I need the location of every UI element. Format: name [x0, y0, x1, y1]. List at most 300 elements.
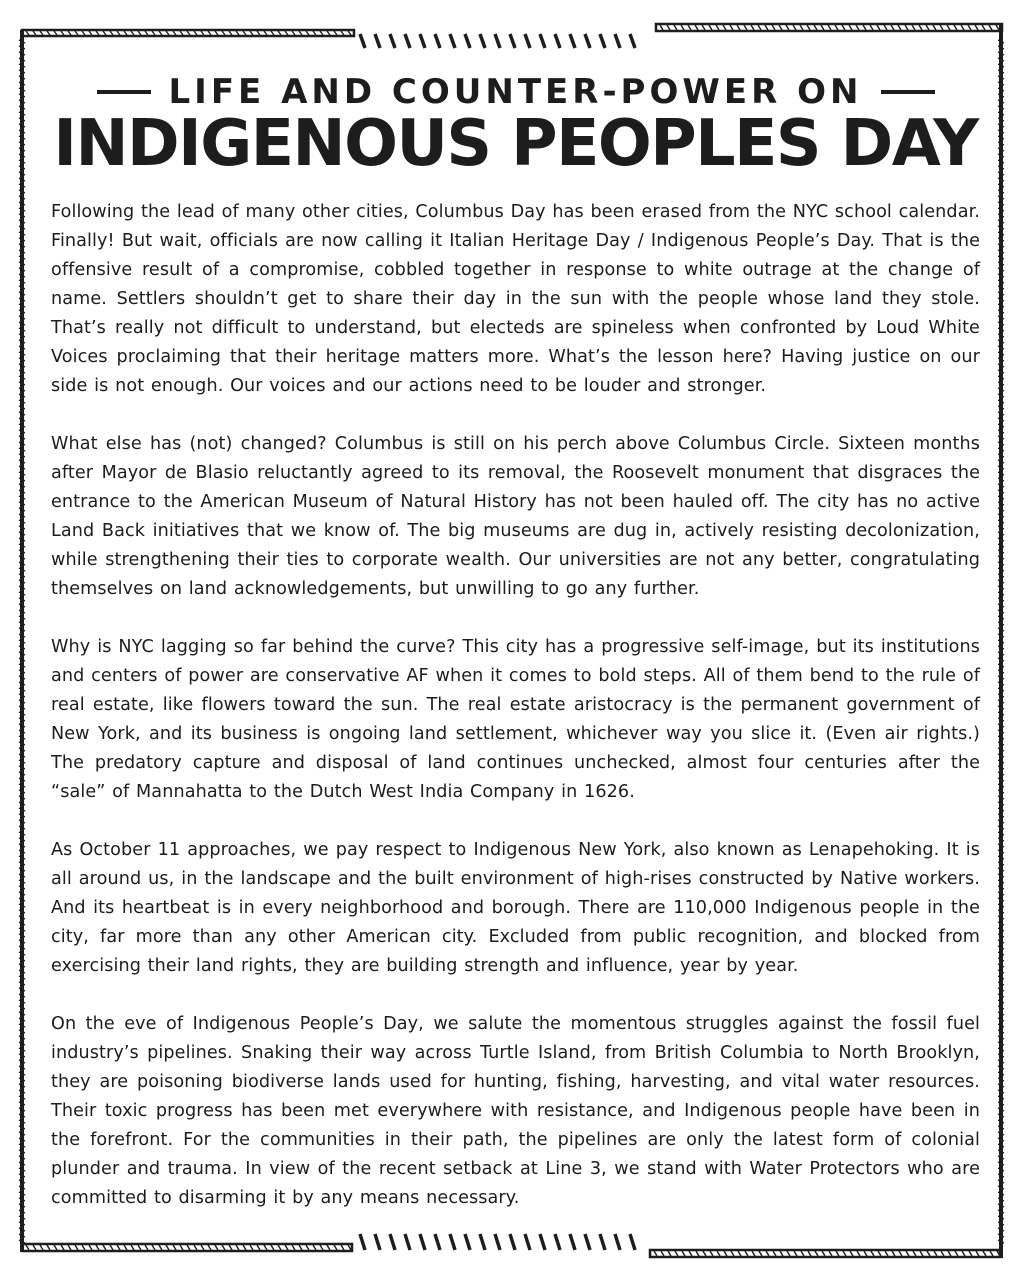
border-stroke: [19, 994, 25, 997]
border-stroke: [540, 34, 545, 48]
border-stroke: [998, 316, 1004, 319]
border-stroke: [19, 1240, 25, 1243]
border-stroke: [96, 1245, 99, 1250]
border-stroke: [341, 1245, 344, 1250]
border-stroke: [54, 31, 57, 35]
border-stroke: [26, 1245, 29, 1250]
border-stroke: [75, 31, 78, 35]
border-stroke: [998, 1222, 1004, 1225]
border-stroke: [208, 31, 211, 35]
kicker-title: LIFE AND COUNTER-POWER ON: [168, 72, 863, 112]
border-stroke: [19, 1102, 25, 1105]
border-stroke: [19, 808, 25, 811]
border-stroke: [998, 610, 1004, 613]
border-stroke: [717, 1251, 720, 1256]
border-stroke: [390, 1234, 395, 1250]
border-stroke: [180, 31, 183, 35]
border-stroke: [19, 880, 25, 883]
border-stroke: [982, 25, 985, 30]
border-stroke: [19, 1174, 25, 1177]
border-stroke: [19, 394, 25, 397]
border-stroke: [998, 196, 1004, 199]
border-stroke: [998, 424, 1004, 427]
border-stroke: [870, 25, 873, 30]
border-stroke: [948, 1251, 951, 1256]
article-body: [51, 198, 980, 1213]
border-stroke: [998, 370, 1004, 373]
border-stroke: [19, 46, 25, 49]
border-stroke: [145, 1245, 148, 1250]
border-stroke: [998, 784, 1004, 787]
border-stroke: [19, 562, 25, 565]
border-stroke: [998, 946, 1004, 949]
border-stroke: [19, 610, 25, 613]
border-stroke: [145, 31, 148, 35]
border-stroke: [19, 724, 25, 727]
border-stroke: [19, 520, 25, 523]
border-stroke: [19, 1162, 25, 1165]
border-stroke: [927, 1251, 930, 1256]
border-stroke: [19, 328, 25, 331]
border-stroke: [19, 790, 25, 793]
border-stroke: [257, 31, 260, 35]
border-stroke: [983, 1251, 986, 1256]
border-stroke: [313, 31, 316, 35]
border-stroke: [19, 910, 25, 913]
border-stroke: [871, 1251, 874, 1256]
border-stroke: [19, 646, 25, 649]
border-stroke: [996, 25, 999, 30]
border-stroke: [19, 316, 25, 319]
border-stroke: [243, 1245, 246, 1250]
border-stroke: [829, 1251, 832, 1256]
border-stroke: [731, 1251, 734, 1256]
border-stroke: [187, 1245, 190, 1250]
paragraph-5: On the eve of Indigenous People’s Day, we salute the momentous struggles against the fossil fuel industry’s pipelines. Snaking their way across Turtle Island, from British Columbia to North Brooklyn, they are poisoning biodiverse lands used for hunting, fishing, harvesting, and vital water resources. Their toxic progress has been met everywhere with resistance, and Indigenous people have been in the forefront. For the communities in their path, the pipelines are only the latest form of colonial plunder and trauma. In view of the recent setback at Line 3, we stand with Water Protectors who are committed to disarming it by any means necessary.: [51, 1014, 980, 1208]
border-stroke: [19, 364, 25, 367]
border-stroke: [955, 1251, 958, 1256]
border-stroke: [19, 1186, 25, 1189]
border-stroke: [236, 1245, 239, 1250]
border-stroke: [19, 1042, 25, 1045]
border-stroke: [998, 286, 1004, 289]
border-stroke: [555, 34, 560, 48]
border-stroke: [19, 628, 25, 631]
border-stroke: [278, 31, 281, 35]
border-stroke: [891, 25, 894, 30]
border-stroke: [19, 322, 25, 325]
border-stroke: [229, 1245, 232, 1250]
border-stroke: [82, 31, 85, 35]
border-stroke: [465, 1234, 470, 1250]
border-stroke: [998, 394, 1004, 397]
border-stroke: [998, 976, 1004, 979]
border-stroke: [998, 1132, 1004, 1135]
border-stroke: [19, 190, 25, 193]
border-stroke: [285, 31, 288, 35]
border-stroke: [989, 25, 992, 30]
border-stroke: [19, 850, 25, 853]
border-stroke: [998, 688, 1004, 691]
border-stroke: [998, 262, 1004, 265]
border-stroke: [19, 526, 25, 529]
border-stroke: [19, 184, 25, 187]
border-stroke: [773, 1251, 776, 1256]
border-stroke: [271, 1245, 274, 1250]
border-stroke: [173, 1245, 176, 1250]
border-stroke: [961, 25, 964, 30]
border-stroke: [19, 382, 25, 385]
border-stroke: [19, 508, 25, 511]
border-stroke: [998, 856, 1004, 859]
border-stroke: [998, 568, 1004, 571]
border-stroke: [998, 238, 1004, 241]
border-stroke: [19, 352, 25, 355]
border-stroke: [152, 1245, 155, 1250]
border-stroke: [998, 658, 1004, 661]
border-stroke: [998, 304, 1004, 307]
border-stroke: [19, 52, 25, 55]
border-stroke: [600, 1234, 605, 1250]
border-stroke: [19, 454, 25, 457]
border-stroke: [998, 580, 1004, 583]
border-stroke: [998, 298, 1004, 301]
border-stroke: [998, 352, 1004, 355]
border-stroke: [19, 460, 25, 463]
border-stroke: [998, 1060, 1004, 1063]
border-stroke: [998, 274, 1004, 277]
border-stroke: [19, 304, 25, 307]
border-stroke: [19, 1156, 25, 1159]
border-stroke: [998, 1066, 1004, 1069]
border-stroke: [843, 1251, 846, 1256]
border-stroke: [19, 274, 25, 277]
border-stroke: [998, 892, 1004, 895]
border-stroke: [920, 1251, 923, 1256]
border-stroke: [998, 1108, 1004, 1111]
border-stroke: [716, 25, 719, 30]
border-stroke: [857, 1251, 860, 1256]
border-stroke: [998, 1192, 1004, 1195]
border-stroke: [998, 256, 1004, 259]
border-stroke: [124, 1245, 127, 1250]
border-stroke: [19, 940, 25, 943]
border-stroke: [885, 1251, 888, 1256]
border-stroke: [19, 1228, 25, 1231]
border-stroke: [815, 1251, 818, 1256]
border-stroke: [229, 31, 232, 35]
border-stroke: [19, 424, 25, 427]
border-stroke: [998, 700, 1004, 703]
border-band: [22, 30, 354, 36]
border-stroke: [19, 688, 25, 691]
border-stroke: [19, 256, 25, 259]
border-stroke: [998, 520, 1004, 523]
border-stroke: [998, 490, 1004, 493]
border-stroke: [975, 25, 978, 30]
border-stroke: [19, 742, 25, 745]
border-stroke: [19, 280, 25, 283]
border-stroke: [19, 298, 25, 301]
border-stroke: [998, 418, 1004, 421]
border-stroke: [682, 1251, 685, 1256]
border-stroke: [807, 25, 810, 30]
border-stroke: [892, 1251, 895, 1256]
border-stroke: [998, 586, 1004, 589]
border-stroke: [933, 25, 936, 30]
border-stroke: [800, 25, 803, 30]
border-stroke: [525, 1234, 530, 1250]
border-stroke: [19, 676, 25, 679]
border-stroke: [998, 922, 1004, 925]
border-stroke: [998, 958, 1004, 961]
border-stroke: [89, 1245, 92, 1250]
border-stroke: [54, 1245, 57, 1250]
border-stroke: [19, 1090, 25, 1093]
border-stroke: [863, 25, 866, 30]
border-stroke: [19, 556, 25, 559]
border-stroke: [540, 1234, 545, 1250]
border-stroke: [19, 1018, 25, 1021]
border-stroke: [222, 31, 225, 35]
border-stroke: [19, 856, 25, 859]
border-stroke: [19, 766, 25, 769]
border-stroke: [998, 772, 1004, 775]
border-stroke: [998, 52, 1004, 55]
border-stroke: [898, 25, 901, 30]
border-stroke: [19, 706, 25, 709]
border-stroke: [285, 1245, 288, 1250]
border-stroke: [998, 634, 1004, 637]
border-stroke: [450, 34, 455, 48]
border-stroke: [222, 1245, 225, 1250]
border-stroke: [124, 31, 127, 35]
border-stroke: [19, 1138, 25, 1141]
border-stroke: [19, 478, 25, 481]
border-stroke: [19, 58, 25, 61]
border-stroke: [998, 706, 1004, 709]
border-stroke: [998, 1114, 1004, 1117]
border-stroke: [947, 25, 950, 30]
border-stroke: [998, 1042, 1004, 1045]
border-stroke: [19, 346, 25, 349]
border-stroke: [33, 1245, 36, 1250]
border-stroke: [480, 34, 485, 48]
border-stroke: [19, 694, 25, 697]
border-stroke: [201, 31, 204, 35]
border-stroke: [998, 1144, 1004, 1147]
border-stroke: [19, 1072, 25, 1075]
border-stroke: [998, 904, 1004, 907]
border-stroke: [998, 544, 1004, 547]
border-stroke: [138, 31, 141, 35]
border-stroke: [998, 862, 1004, 865]
border-stroke: [19, 586, 25, 589]
border-stroke: [19, 418, 25, 421]
border-stroke: [998, 484, 1004, 487]
border-stroke: [299, 1245, 302, 1250]
border-stroke: [695, 25, 698, 30]
border-stroke: [313, 1245, 316, 1250]
border-stroke: [899, 1251, 902, 1256]
border-stroke: [19, 832, 25, 835]
border-stroke: [998, 334, 1004, 337]
border-stroke: [998, 250, 1004, 253]
border-stroke: [26, 31, 29, 35]
border-stroke: [19, 574, 25, 577]
border-stroke: [630, 34, 635, 48]
border-stroke: [998, 1204, 1004, 1207]
border-stroke: [19, 946, 25, 949]
border-stroke: [250, 1245, 253, 1250]
border-stroke: [998, 382, 1004, 385]
border-stroke: [998, 346, 1004, 349]
border-stroke: [808, 1251, 811, 1256]
border-stroke: [19, 886, 25, 889]
border-stroke: [19, 760, 25, 763]
border-stroke: [19, 1198, 25, 1201]
border-stroke: [19, 1108, 25, 1111]
border-stroke: [998, 58, 1004, 61]
border-stroke: [998, 1096, 1004, 1099]
border-stroke: [19, 442, 25, 445]
border-stroke: [138, 1245, 141, 1250]
border-stroke: [998, 652, 1004, 655]
border-stroke: [998, 670, 1004, 673]
border-stroke: [998, 916, 1004, 919]
border-stroke: [341, 31, 344, 35]
border-stroke: [61, 31, 64, 35]
border-stroke: [998, 514, 1004, 517]
border-stroke: [998, 814, 1004, 817]
border-stroke: [998, 364, 1004, 367]
border-stroke: [998, 1048, 1004, 1051]
border-stroke: [19, 196, 25, 199]
border-stroke: [19, 1168, 25, 1171]
border-stroke: [709, 25, 712, 30]
headline: INDIGENOUS PEOPLES DAY: [53, 107, 978, 181]
border-stroke: [998, 1078, 1004, 1081]
border-stroke: [998, 526, 1004, 529]
border-stroke: [19, 958, 25, 961]
border-stroke: [390, 34, 395, 48]
border-stroke: [19, 922, 25, 925]
border-stroke: [19, 1048, 25, 1051]
border-stroke: [842, 25, 845, 30]
border-stroke: [998, 748, 1004, 751]
border-stroke: [976, 1251, 979, 1256]
border-stroke: [33, 31, 36, 35]
border-stroke: [998, 760, 1004, 763]
border-stroke: [292, 1245, 295, 1250]
border-stroke: [19, 1132, 25, 1135]
border-stroke: [19, 718, 25, 721]
border-stroke: [19, 1216, 25, 1219]
paragraph-2: What else has (not) changed? Columbus is still on his perch above Columbus Circle. Sixteen months after Mayor de Blasio reluctantly agreed to its removal, the Roosevelt monument that disgraces the entrance to the American Museum of Natural History has not been hauled off. The city has no active Land Back initiatives that we know of. The big museums are dug in, actively resisting decolonization, while strengthening their ties to corporate wealth. Our universities are not any better, congratulating themselves on land acknowledgements, but unwilling to go any further.: [51, 434, 980, 599]
border-stroke: [570, 34, 575, 48]
border-stroke: [585, 34, 590, 48]
border-stroke: [998, 550, 1004, 553]
border-stroke: [998, 1228, 1004, 1231]
border-stroke: [19, 658, 25, 661]
border-stroke: [19, 550, 25, 553]
border-stroke: [998, 988, 1004, 991]
border-stroke: [794, 1251, 797, 1256]
border-stroke: [696, 1251, 699, 1256]
border-stroke: [19, 376, 25, 379]
border-stroke: [19, 514, 25, 517]
border-stroke: [278, 1245, 281, 1250]
border-stroke: [738, 1251, 741, 1256]
border-stroke: [737, 25, 740, 30]
border-stroke: [998, 220, 1004, 223]
border-stroke: [998, 1186, 1004, 1189]
border-stroke: [660, 25, 663, 30]
border-stroke: [19, 484, 25, 487]
border-stroke: [19, 916, 25, 919]
border-stroke: [998, 628, 1004, 631]
border-stroke: [19, 496, 25, 499]
border-stroke: [836, 1251, 839, 1256]
border-stroke: [47, 1245, 50, 1250]
border-stroke: [306, 31, 309, 35]
border-stroke: [998, 1234, 1004, 1237]
border-stroke: [998, 1174, 1004, 1177]
border-stroke: [998, 532, 1004, 535]
border-stroke: [787, 1251, 790, 1256]
border-stroke: [348, 1245, 351, 1250]
border-stroke: [19, 820, 25, 823]
border-stroke: [173, 31, 176, 35]
border-stroke: [998, 964, 1004, 967]
border-stroke: [236, 31, 239, 35]
border-stroke: [998, 1006, 1004, 1009]
border-stroke: [998, 682, 1004, 685]
border-stroke: [962, 1251, 965, 1256]
border-stroke: [585, 1234, 590, 1250]
border-stroke: [19, 1000, 25, 1003]
border-stroke: [19, 1126, 25, 1129]
border-stroke: [47, 31, 50, 35]
border-stroke: [998, 994, 1004, 997]
border-stroke: [998, 712, 1004, 715]
kicker-rule-right: [881, 90, 935, 94]
border-stroke: [19, 1192, 25, 1195]
border-stroke: [292, 31, 295, 35]
border-stroke: [998, 442, 1004, 445]
border-stroke: [856, 25, 859, 30]
border-stroke: [19, 1012, 25, 1015]
border-stroke: [681, 25, 684, 30]
border-stroke: [19, 292, 25, 295]
border-band: [656, 24, 1002, 31]
border-stroke: [998, 646, 1004, 649]
border-stroke: [968, 25, 971, 30]
border-stroke: [19, 904, 25, 907]
border-stroke: [306, 1245, 309, 1250]
border-stroke: [998, 592, 1004, 595]
border-stroke: [828, 25, 831, 30]
border-stroke: [772, 25, 775, 30]
border-stroke: [75, 1245, 78, 1250]
border-stroke: [688, 25, 691, 30]
border-stroke: [19, 862, 25, 865]
border-stroke: [998, 802, 1004, 805]
border-stroke: [40, 1245, 43, 1250]
border-stroke: [998, 400, 1004, 403]
border-stroke: [19, 370, 25, 373]
border-stroke: [998, 496, 1004, 499]
